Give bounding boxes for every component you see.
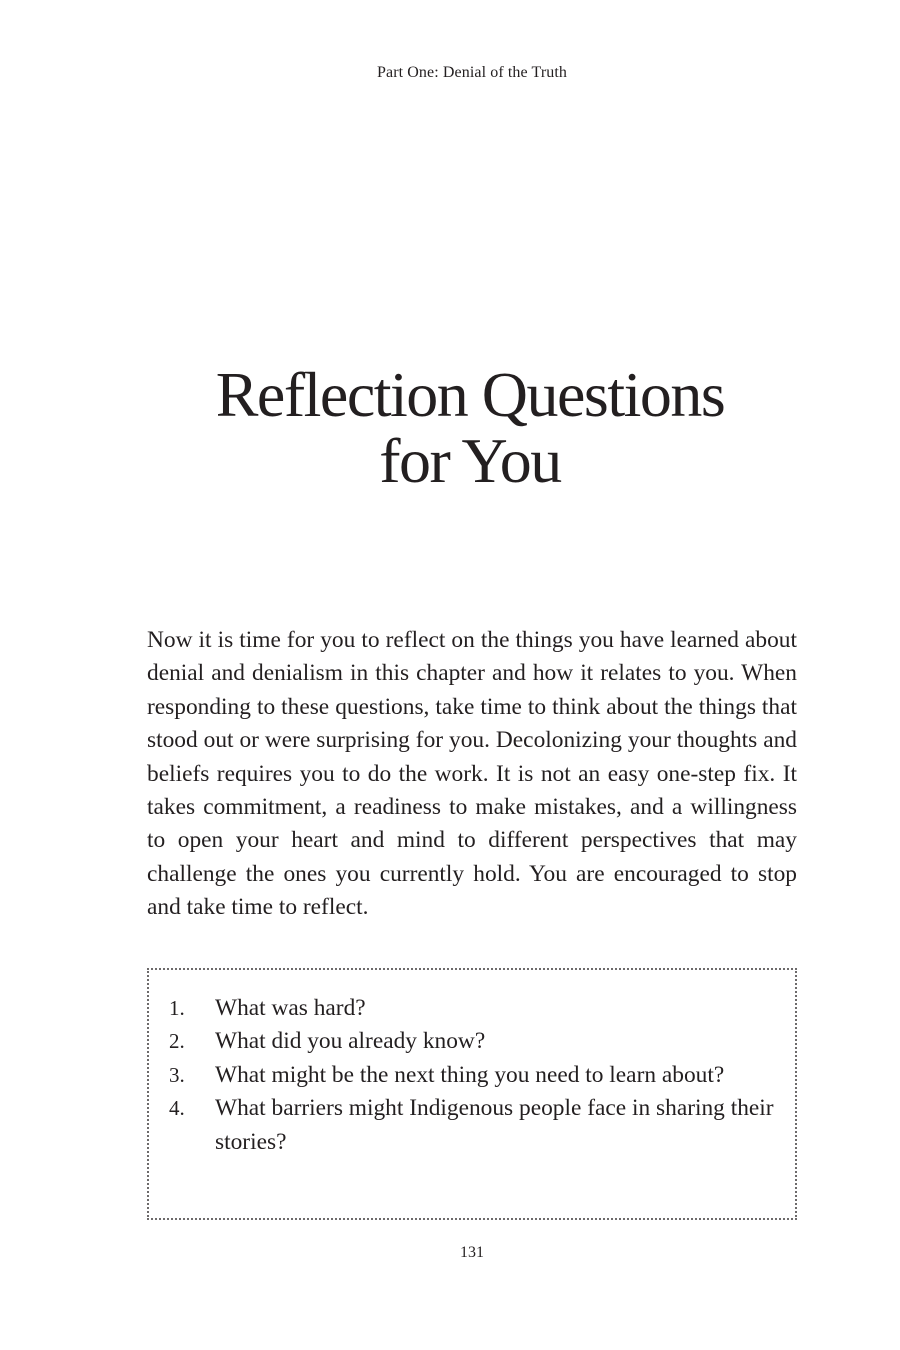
list-item-text: What was hard?	[215, 995, 366, 1021]
list-item-text: What did you already know?	[215, 1028, 486, 1055]
list-item	[169, 1092, 779, 1159]
page-number: 131	[460, 1244, 484, 1261]
page-title-line-2: for You	[379, 425, 561, 496]
list-item-number: 1.	[169, 996, 185, 1020]
list-item-text: What barriers might Indigenous people face in sharing their stories?	[215, 1095, 774, 1155]
questions-list	[169, 992, 779, 1159]
page-title-line-1: Reflection Questions	[215, 359, 725, 430]
body-paragraph: Now it is time for you to reflect on the things you have learned about denial and denialism in this chapter and how it relates to you. When responding to these questions, take time to think about the things that stood out or were surprising for you. Decolonizing your thoughts and beliefs requires you to do the work. It is not an easy one-step fix. It takes commitment, a readiness to make mistakes, and a willingness to open your heart and mind to different perspectives that may challenge the ones you currently hold. You are encouraged to stop and take time to reflect.	[147, 627, 797, 921]
list-item-number: 3.	[169, 1062, 185, 1087]
list-item-text: What might be the next thing you need to learn about?	[215, 1061, 725, 1088]
list-item	[169, 1025, 779, 1058]
page-title	[0, 359, 900, 496]
list-item	[169, 1059, 779, 1092]
list-item-number: 4.	[169, 1096, 185, 1121]
list-item	[169, 992, 779, 1025]
list-item-number: 2.	[169, 1029, 185, 1054]
running-header: Part One: Denial of the Truth	[377, 64, 567, 81]
questions-box	[147, 968, 797, 1220]
